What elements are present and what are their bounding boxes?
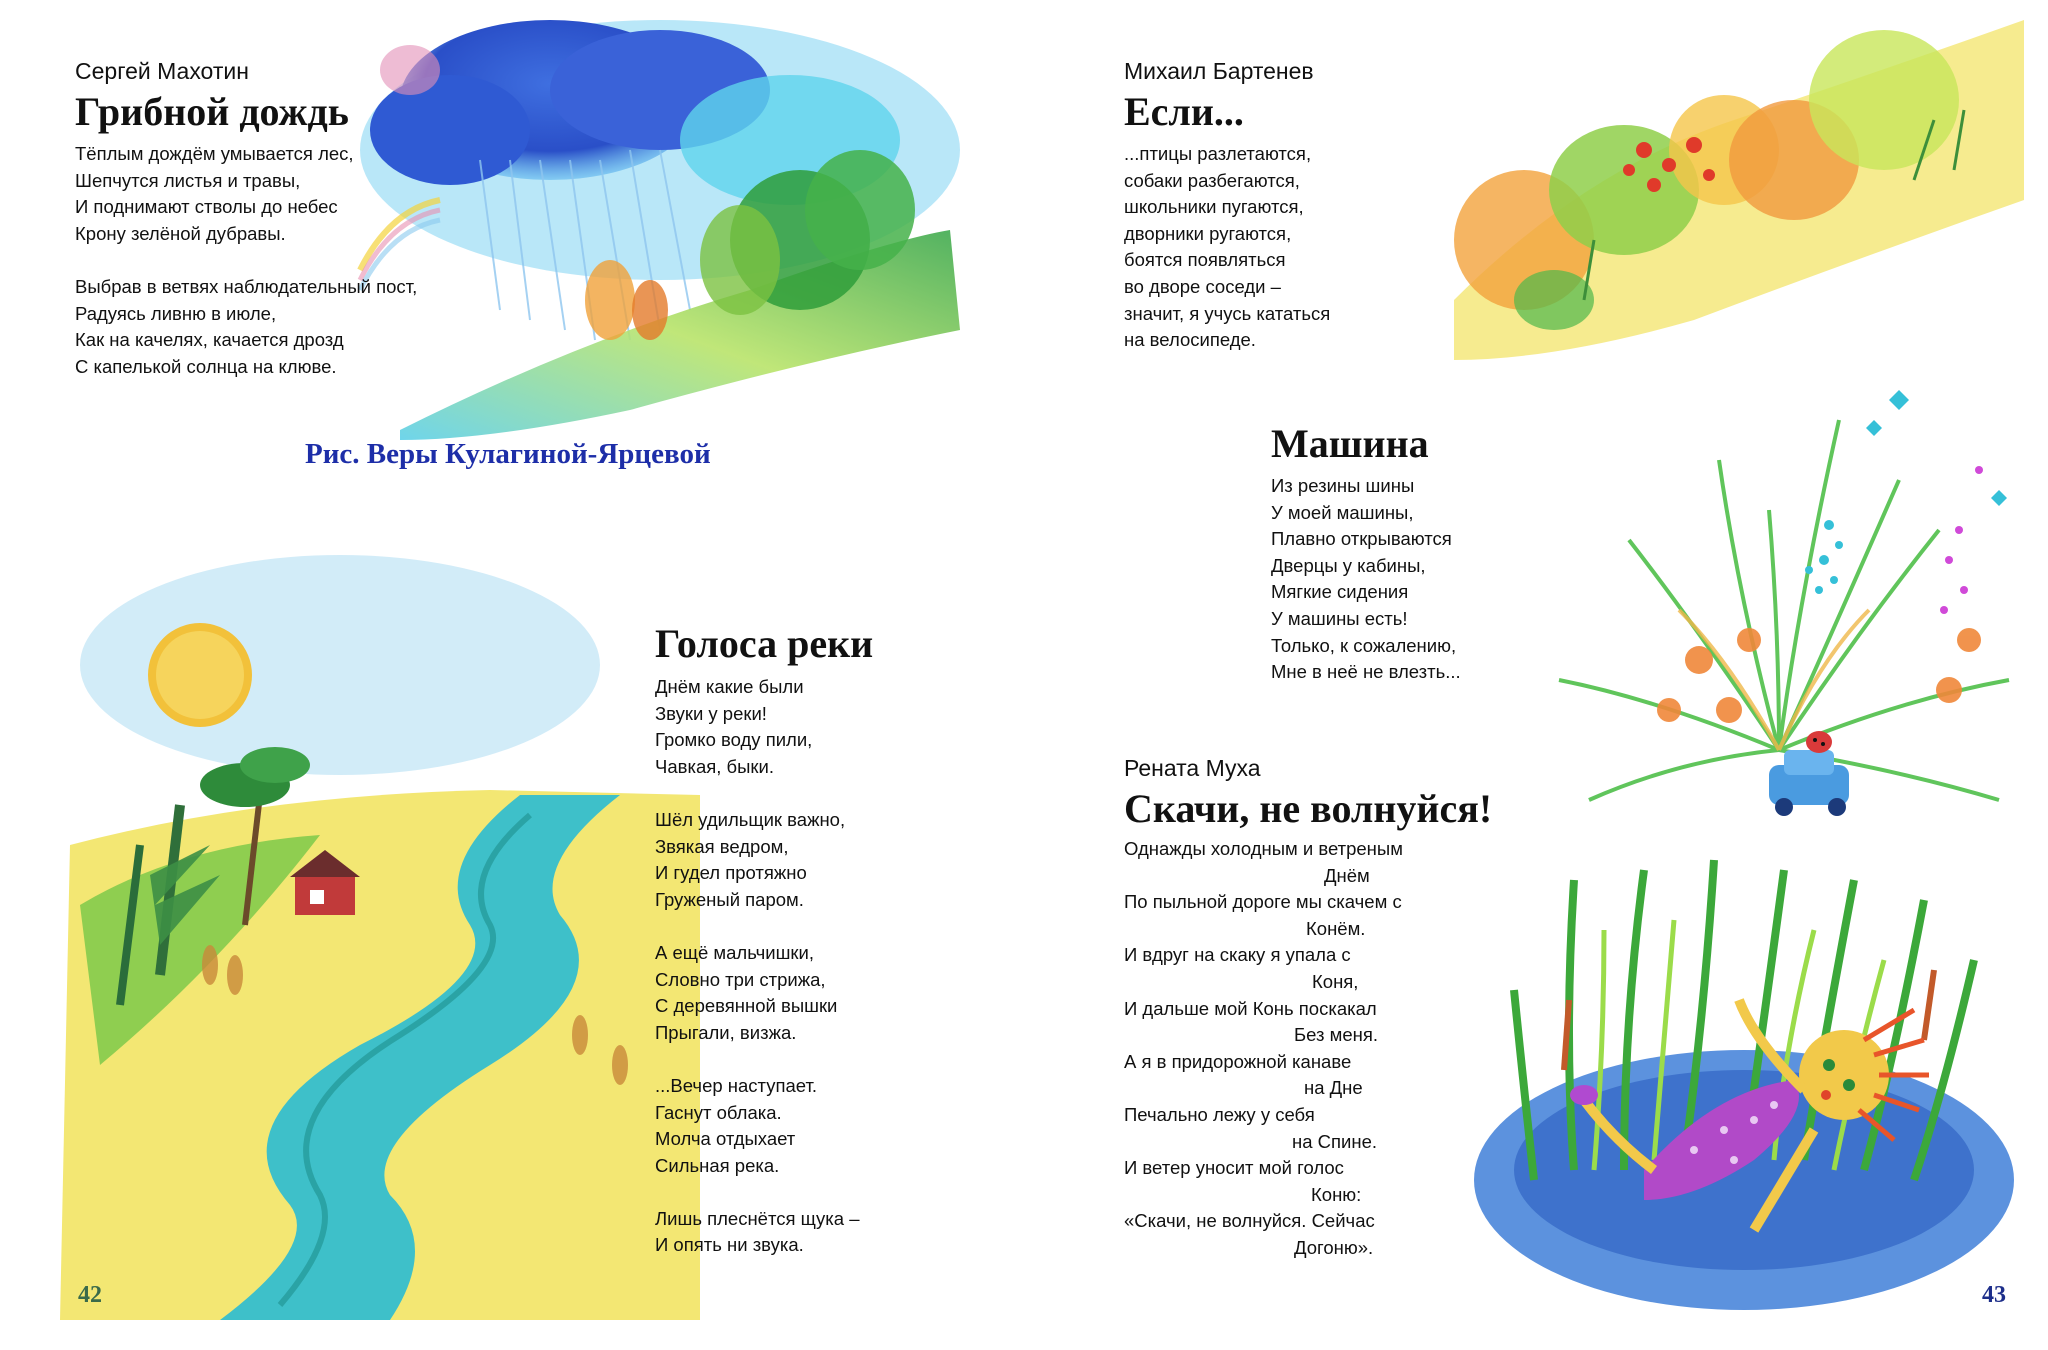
- poem-line: И вдруг на скаку я упала с: [1124, 944, 1351, 966]
- poem-line: Звуки у реки!: [655, 702, 767, 724]
- poem-line: Звякая ведром,: [655, 835, 789, 857]
- poem-line: собаки разбегаются,: [1124, 169, 1300, 191]
- poem-line: По пыльной дороге мы скачем с: [1124, 891, 1402, 913]
- poem-line: С деревянной вышки: [655, 995, 838, 1017]
- poem-line: Крону зелёной дубравы.: [75, 222, 286, 244]
- poem-line: школьники пугаются,: [1124, 196, 1304, 218]
- poem-line: Радуясь ливню в июле,: [75, 302, 277, 324]
- poem-line: «Скачи, не волнуйся. Сейчас: [1124, 1210, 1375, 1232]
- poem-line: боятся появляться: [1124, 249, 1286, 271]
- page-number-right: 43: [1982, 1282, 2006, 1308]
- poem1-text: [75, 141, 417, 380]
- poem-line-tail: Коню:: [1311, 1183, 1362, 1205]
- poem-line: Громко воду пили,: [655, 729, 813, 751]
- poem-line: ...птицы разлетаются,: [1124, 143, 1312, 164]
- poem-line: Лишь плеснётся щука –: [655, 1207, 860, 1229]
- girl-in-pond-illustration: [1454, 840, 2024, 1320]
- poem1-author: Сергей Махотин: [75, 58, 249, 84]
- poem-line: Груженый паром.: [655, 888, 804, 910]
- poem5-author: Рената Муха: [1124, 755, 1261, 781]
- poem-line: во дворе соседи –: [1124, 275, 1281, 297]
- poem-line: Сильная река.: [655, 1154, 780, 1176]
- poem-line-tail: Днём: [1324, 864, 1370, 886]
- river-landscape-illustration: [60, 545, 700, 1320]
- poem5-title: Скачи, не волнуйся!: [1124, 786, 1493, 831]
- poem4-text: [1271, 473, 1461, 686]
- poem2-title: Голоса реки: [655, 621, 874, 666]
- poem2-text: [655, 674, 860, 1259]
- poem-line: Однажды холодным и ветреным: [1124, 838, 1403, 859]
- poem-line: Прыгали, визжа.: [655, 1021, 797, 1043]
- poem5-text: [1124, 836, 1403, 1262]
- illustration-credit: Рис. Веры Кулагиной-Ярцевой: [305, 438, 711, 470]
- poem3-title: Если...: [1124, 89, 1244, 134]
- poem-line: ...Вечер наступает.: [655, 1074, 818, 1096]
- poem3-author: Михаил Бартенев: [1124, 58, 1314, 84]
- poem-line: Плавно открываются: [1271, 528, 1452, 550]
- poem-line: Гаснут облака.: [655, 1101, 782, 1123]
- poem-line-tail: Конём.: [1306, 917, 1366, 939]
- poem-line: Тёплым дождём умывается лес,: [75, 143, 354, 164]
- poem-line: Молча отдыхает: [655, 1128, 796, 1150]
- poem-line: значит, я учусь кататься: [1124, 302, 1331, 324]
- poem-line: И гудел протяжно: [655, 862, 807, 884]
- poem-line: И поднимают стволы до небес: [75, 196, 338, 218]
- poem-line: Мне в неё не влезть...: [1271, 661, 1461, 683]
- poem-line: на велосипеде.: [1124, 329, 1256, 351]
- poem-line: С капелькой солнца на клюве.: [75, 355, 337, 377]
- poem-line-tail: Без меня.: [1294, 1024, 1379, 1046]
- poem-line: И ветер уносит мой голос: [1124, 1157, 1344, 1179]
- rain-cloud-illustration: [330, 10, 970, 440]
- poem-line: И опять ни звука.: [655, 1234, 804, 1256]
- poem-line: А ещё мальчишки,: [655, 941, 815, 963]
- poem4-title: Машина: [1271, 421, 1429, 466]
- poem-line: Словно три стрижа,: [655, 968, 826, 990]
- poem-line-tail: на Дне: [1304, 1077, 1363, 1099]
- poem-line: Дверцы у кабины,: [1271, 554, 1426, 576]
- grass-car-illustration: [1479, 380, 2039, 840]
- poem-line: Только, к сожалению,: [1271, 634, 1457, 656]
- poem3-text: [1124, 141, 1330, 354]
- poem-line: У моей машины,: [1271, 501, 1414, 523]
- poem1-title: Грибной дождь: [75, 89, 349, 134]
- poem-line-tail: Догоню».: [1294, 1236, 1374, 1258]
- flower-meadow-illustration: [1434, 0, 2034, 370]
- poem-line: Шёл удильщик важно,: [655, 808, 846, 830]
- poem-line: Печально лежу у себя: [1124, 1103, 1315, 1125]
- right-page: [1024, 0, 2048, 1350]
- poem-line: Шепчутся листья и травы,: [75, 169, 301, 191]
- poem-line: Выбрав в ветвях наблюдательный пост,: [75, 275, 418, 297]
- poem-line: Мягкие сидения: [1271, 581, 1409, 603]
- poem-line: дворники ругаются,: [1124, 222, 1292, 244]
- poem-line: А я в придорожной канаве: [1124, 1050, 1352, 1072]
- poem-line: У машины есть!: [1271, 607, 1408, 629]
- poem-line: Днём какие были: [655, 676, 804, 697]
- poem-line-tail: Коня,: [1312, 970, 1359, 992]
- poem-line: Чавкая, быки.: [655, 755, 774, 777]
- poem-line: Как на качелях, качается дрозд: [75, 329, 344, 351]
- page-number-left: 42: [78, 1282, 102, 1308]
- poem-line: Из резины шины: [1271, 475, 1415, 496]
- poem-line: И дальше мой Конь поскакал: [1124, 997, 1377, 1019]
- poem-line-tail: на Спине.: [1292, 1130, 1378, 1152]
